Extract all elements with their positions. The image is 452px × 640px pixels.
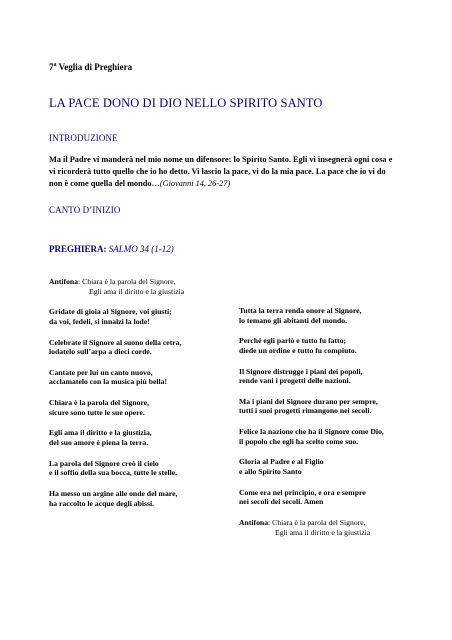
doxology-stanza bbox=[239, 488, 439, 507]
stanza-line: e il soffio della sua bocca, tutte le stelle. bbox=[49, 468, 178, 478]
vigil-label: Veglia di Preghiera bbox=[56, 62, 133, 72]
stanza-line: Come era nel principio, e ora e sempre bbox=[239, 487, 366, 497]
document-title: LA PACE DONO DI DIO NELLO SPIRITO SANTO bbox=[49, 96, 323, 110]
stanza-line: Gloria al Padre e al Figlio bbox=[239, 457, 324, 467]
vigil-number: 7 bbox=[49, 62, 54, 72]
right-column bbox=[239, 306, 439, 548]
stanza-line: sicure sono tutte le sue opere. bbox=[49, 407, 145, 417]
stanza-line: Tutta la terra renda onore al Signore, bbox=[239, 306, 362, 315]
stanza-line: Ha messo un argine alle onde del mare, bbox=[49, 489, 178, 499]
stanza-line: Il Signore distrugge i piani dei popoli, bbox=[239, 366, 363, 376]
stanza-line: Gridate di gioia al Signore, voi giusti; bbox=[49, 307, 172, 317]
introduzione-text: Ma il Padre vi manderà nel mio nome un difensore: lo Spirito Santo. Egli vi insegnerà ogni cosa e vi ricorderà tutto quello che io ho detto. Vi lascio la pace, vi do la mia pace. La pace che io vi do non è come quella del mondo… bbox=[49, 155, 393, 189]
stanza-line: e allo Spirito Santo bbox=[239, 466, 302, 476]
vigil-number-heading bbox=[49, 62, 132, 72]
psalm-stanza bbox=[239, 306, 439, 325]
stanza-line: Ma i piani del Signore durano per sempre, bbox=[239, 396, 378, 406]
psalm-stanza bbox=[239, 397, 439, 416]
psalm-stanza bbox=[49, 489, 229, 508]
stanza-line: lodatelo sull’arpa a dieci corde. bbox=[49, 347, 152, 357]
stanza-line: diede un ordine e tutto fu compiuto. bbox=[239, 345, 357, 355]
antifona-left-label: Antifona bbox=[49, 277, 79, 286]
stanza-line: del suo amore è piena la terra. bbox=[49, 437, 149, 447]
introduzione-reference: (Giovanni 14, 26-27) bbox=[159, 179, 231, 189]
antifona-right-label: Antifona bbox=[239, 518, 269, 528]
stanza-line: rende vani i progetti delle nazioni. bbox=[239, 376, 351, 386]
antifona-right-line1: : Chiara è la parola del Signore, bbox=[268, 518, 366, 528]
stanza-line: il popolo che egli ha scelto come suo. bbox=[239, 436, 359, 446]
stanza-line: nei secoli dei secoli. Amen bbox=[239, 497, 324, 507]
stanza-line: Celebrate il Signore al suono della cetra, bbox=[49, 337, 182, 347]
psalm-stanza bbox=[239, 336, 439, 355]
canto-heading: CANTO D’INIZIO bbox=[49, 205, 121, 215]
preghiera-heading bbox=[49, 244, 174, 254]
stanza-line: La parola del Signore creò il cielo bbox=[49, 458, 159, 468]
stanza-line: Egli ama il diritto e la giustizia, bbox=[49, 428, 152, 438]
stanza-line: acclamatelo con la musica più bella! bbox=[49, 377, 168, 387]
introduzione-heading: INTRODUZIONE bbox=[49, 133, 118, 143]
psalm-reference: SALMO 34 (1-12) bbox=[108, 244, 174, 254]
psalm-stanza bbox=[49, 428, 229, 447]
doxology-stanza bbox=[239, 457, 439, 476]
psalm-stanza bbox=[239, 427, 439, 446]
antifona-left-line2: Egli ama il diritto e la giustizia bbox=[89, 286, 185, 296]
stanza-line: Felice la nazione che ha il Signore come Dio, bbox=[239, 427, 384, 437]
introduzione-text-block bbox=[49, 154, 394, 191]
stanza-line: da voi, fedeli, si innalzi la lode! bbox=[49, 316, 150, 326]
stanza-line: Cantate per lui un canto nuovo, bbox=[49, 367, 153, 377]
psalm-stanza bbox=[49, 368, 229, 387]
antifona-left bbox=[49, 277, 229, 296]
psalm-stanza bbox=[49, 338, 229, 357]
antifona-right bbox=[239, 518, 439, 537]
stanza-line: ha raccolto le acque degli abissi. bbox=[49, 498, 155, 508]
stanza-line: lo temano gli abitanti del mondo. bbox=[239, 315, 348, 325]
stanza-line: Chiara è la parola del Signore, bbox=[49, 398, 150, 408]
psalm-stanza bbox=[49, 398, 229, 417]
stanza-line: tutti i suoi progetti rimangono nei secoli. bbox=[239, 406, 372, 416]
psalm-stanza bbox=[49, 459, 229, 478]
preghiera-label: PREGHIERA: bbox=[49, 244, 107, 254]
left-column bbox=[49, 277, 229, 519]
psalm-stanza bbox=[49, 307, 229, 326]
antifona-right-line2: Egli ama il diritto e la giustizia bbox=[275, 527, 371, 537]
stanza-line: Perché egli parlò e tutto fu fatto; bbox=[239, 336, 347, 346]
psalm-stanza bbox=[239, 367, 439, 386]
antifona-left-line1: : Chiara è la parola del Signore, bbox=[78, 277, 176, 286]
vigil-superscript: a bbox=[53, 62, 57, 68]
